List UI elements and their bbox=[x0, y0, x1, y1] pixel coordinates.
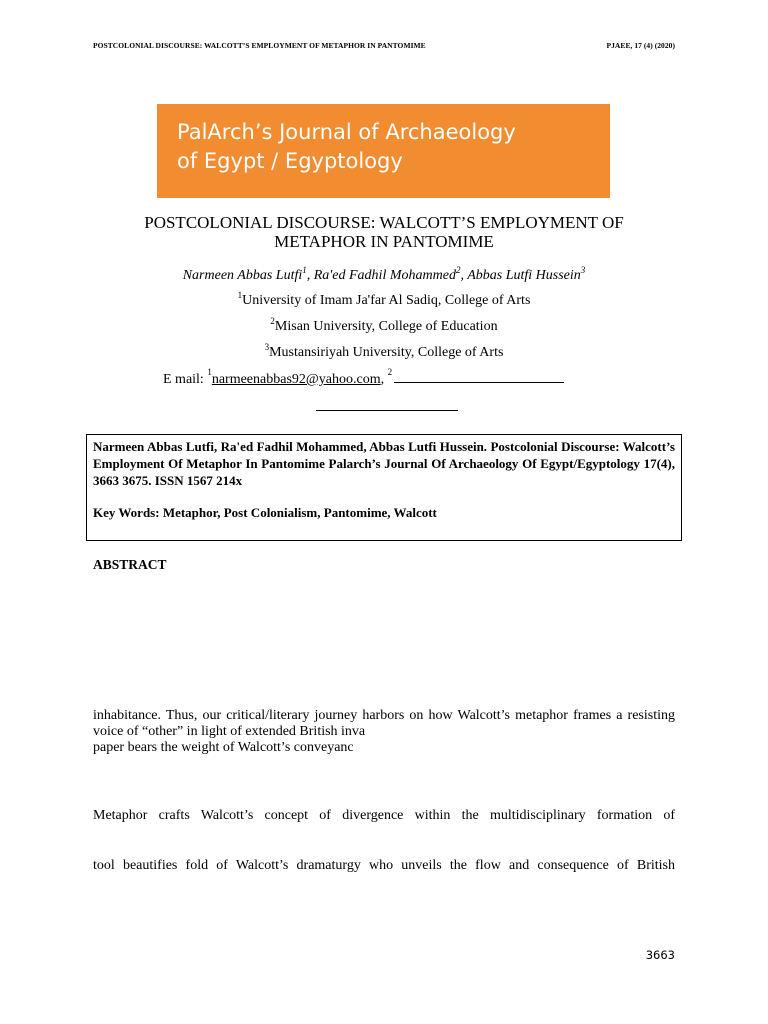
title-line-2: METAPHOR IN PANTOMIME bbox=[274, 232, 494, 251]
author-list: Narmeen Abbas Lutfi$^1$, Ra'ed Fadhil Mohammed$^2$, Abbas Lutfi Hussein$^3$ bbox=[182, 265, 586, 283]
author-3: Abbas Lutfi Hussein bbox=[467, 268, 581, 283]
body-paragraph-1-lines-1-2: inhabitance. Thus, our critical/literary journey harbors on how Walcott’s metaphor frames a resisting voice of “other” in light of extended British inva bbox=[93, 708, 675, 739]
affiliation-1-sup: 1 bbox=[237, 290, 243, 300]
citation-box bbox=[86, 434, 682, 541]
affiliation-3-text: Mustansiriyah University, College of Arts bbox=[269, 345, 504, 360]
email-separator: , bbox=[380, 372, 388, 387]
journal-banner bbox=[157, 104, 610, 198]
page-number: 3663 bbox=[645, 948, 675, 962]
email-line bbox=[163, 367, 564, 388]
author-3-sup: 3 bbox=[580, 265, 586, 275]
email-2-sup: 2 bbox=[387, 367, 393, 377]
email-link-1[interactable]: narmeenabbas92@yahoo.com bbox=[211, 372, 381, 387]
banner-line-1: PalArch’s Journal of Archaeology bbox=[177, 120, 516, 144]
body-paragraph-3: tool beautifies fold of Walcott’s dramaturgy who unveils the flow and consequence of British bbox=[93, 858, 675, 873]
affiliation-3-sup: 3 bbox=[264, 342, 270, 352]
abstract-heading: ABSTRACT bbox=[93, 557, 167, 572]
affiliation-1 bbox=[93, 290, 675, 309]
author-2-sup: 2 bbox=[455, 265, 461, 275]
email-label: E mail: bbox=[163, 372, 208, 387]
affiliation-3 bbox=[93, 342, 675, 361]
paper-title bbox=[93, 213, 675, 251]
keywords: Key Words: Metaphor, Post Colonialism, Pantomime, Walcott bbox=[93, 505, 437, 520]
affiliation-2-text: Misan University, College of Education bbox=[274, 319, 498, 334]
email-continuation-rule bbox=[316, 410, 458, 411]
email-1-sup: 1 bbox=[207, 367, 212, 377]
body-paragraph-1-line-3: paper bears the weight of Walcott’s conveyanc bbox=[93, 740, 354, 755]
running-head-journal: PJAEE, 17 (4) (2020) bbox=[606, 41, 675, 50]
email-link-2-redacted bbox=[394, 370, 564, 383]
body-paragraph-1 bbox=[93, 708, 675, 756]
banner-line-2: of Egypt / Egyptology bbox=[177, 149, 403, 173]
author-1: Narmeen Abbas Lutfi bbox=[182, 268, 303, 283]
citation-text: Narmeen Abbas Lutfi, Ra'ed Fadhil Mohammed, Abbas Lutfi Hussein. Postcolonial Discourse: Walcott’s Employment Of Metaphor In Pantomime Palarch’s Journal Of Archaeology Of Egypt/Egyptology 17(4), 3663 3675. ISSN 1567 214x bbox=[93, 439, 675, 488]
affiliation-2-sup: 2 bbox=[270, 316, 275, 326]
running-head-title: POSTCOLONIAL DISCOURSE: WALCOTT’S EMPLOYMENT OF METAPHOR IN PANTOMIME bbox=[93, 41, 426, 50]
body-paragraph-2: Metaphor crafts Walcott’s concept of divergence within the multidisciplinary formation of bbox=[93, 808, 675, 823]
affiliation-2 bbox=[93, 316, 675, 335]
title-line-1: POSTCOLONIAL DISCOURSE: WALCOTT’S EMPLOYMENT OF bbox=[144, 213, 624, 232]
running-head bbox=[93, 41, 675, 50]
author-2: Ra'ed Fadhil Mohammed bbox=[313, 268, 456, 283]
journal-banner-text bbox=[177, 118, 516, 176]
author-1-sup: 1 bbox=[302, 265, 307, 275]
affiliation-1-text: University of Imam Ja'far Al Sadiq, College of Arts bbox=[242, 293, 531, 308]
